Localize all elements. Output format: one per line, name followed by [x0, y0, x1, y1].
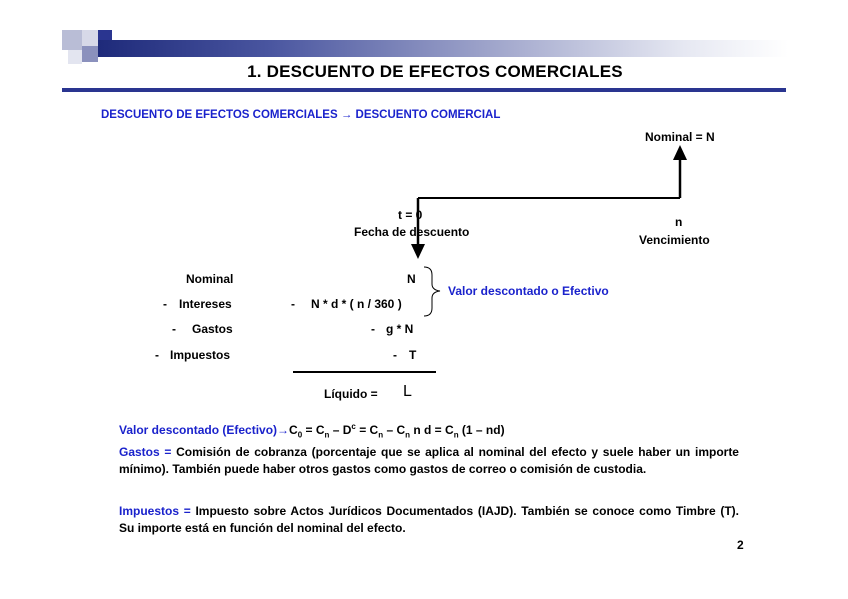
calc-prefix-gastos: - [172, 322, 176, 336]
calc-value-nominal: N [407, 272, 416, 286]
calc-value-prefix-gastos: - [371, 322, 375, 336]
calc-value-prefix-impuestos: - [393, 348, 397, 362]
bracket-label: Valor descontado o Efectivo [448, 284, 609, 298]
calc-prefix-intereses: - [163, 297, 167, 311]
gastos-paragraph [119, 444, 739, 478]
impuestos-text: Impuesto sobre Actos Jurídicos Documentados (IAJD). También se conoce como Timbre (T). Su importe está en función del nominal del efecto. [119, 504, 739, 535]
gastos-label: Gastos = [119, 445, 172, 459]
calc-value-intereses: N * d * ( n / 360 ) [311, 297, 402, 311]
page-number: 2 [737, 538, 744, 552]
calc-value-gastos: g * N [386, 322, 414, 336]
calc-label-nominal: Nominal [186, 272, 234, 286]
gastos-text: Comisión de cobranza (porcentaje que se aplica al nominal del efecto y suele haber un importe mínimo). También puede haber otros gastos como gastos de correo o comisión de custodia. [119, 445, 739, 476]
fecha-descuento-label: Fecha de descuento [354, 225, 470, 239]
section-subtitle: DESCUENTO DE EFECTOS COMERCIALES → DESCUENTO COMERCIAL [101, 109, 501, 121]
impuestos-label: Impuestos = [119, 504, 191, 518]
calc-value-prefix-intereses: - [291, 297, 295, 311]
calc-label-gastos: Gastos [192, 322, 233, 336]
n-label: n [675, 215, 683, 229]
discount-arrowhead [411, 244, 425, 259]
impuestos-paragraph [119, 503, 739, 537]
calc-label-impuestos: Impuestos [170, 348, 231, 362]
bracket [424, 267, 440, 316]
t-zero-label: t = 0 [398, 208, 423, 222]
nominal-arrowhead [673, 145, 687, 160]
liquido-value: L [403, 383, 412, 400]
vencimiento-label: Vencimiento [639, 233, 710, 247]
nominal-label: Nominal = N [645, 130, 715, 144]
calc-label-intereses: Intereses [179, 297, 232, 311]
liquido-label: Líquido = [324, 387, 378, 401]
page-title: 1. DESCUENTO DE EFECTOS COMERCIALES [247, 62, 623, 81]
valor-descontado-label: Valor descontado (Efectivo) [119, 423, 278, 437]
calc-prefix-impuestos: - [155, 348, 159, 362]
calc-value-impuestos: T [409, 348, 417, 362]
valor-descontado-formula: Valor descontado $(Efectivo)\to C_0 = C_n - D^c = C_n - C_n$ n $d = C_n$ (1 – nd) [119, 422, 505, 440]
